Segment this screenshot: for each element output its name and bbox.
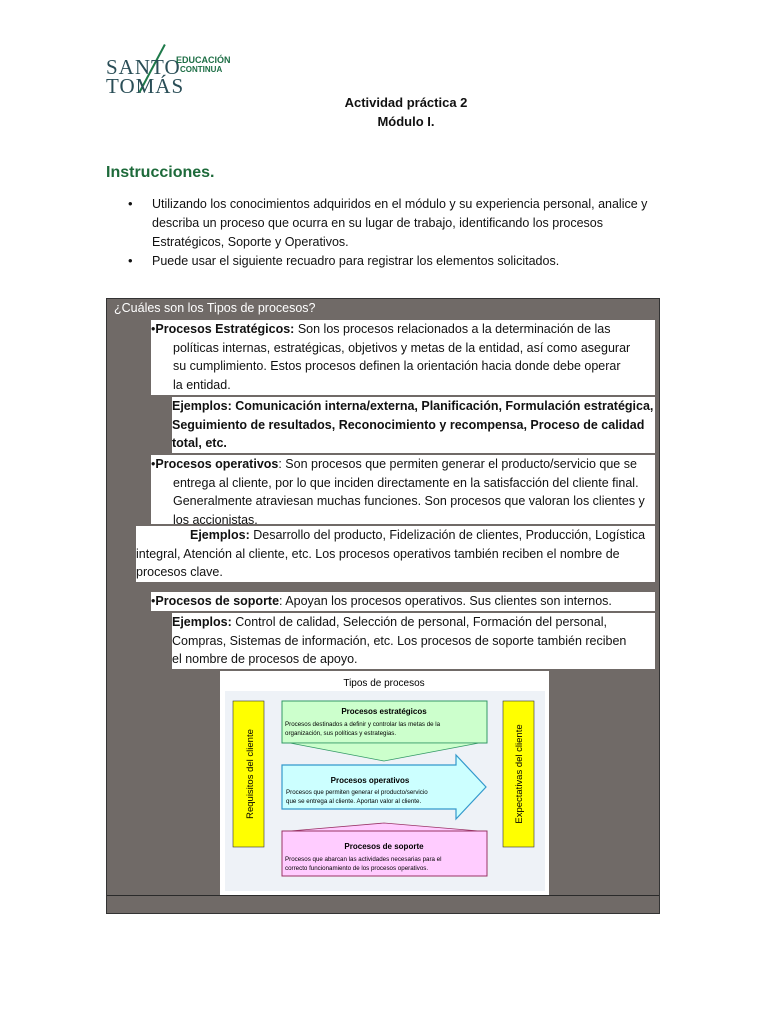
estrategicos-label: Procesos Estratégicos: (155, 322, 295, 336)
logo-continua: CONTINUA (180, 65, 223, 74)
operativos-example-line: Desarrollo del producto, Fidelización de clientes, Producción, Logística (249, 528, 646, 542)
expectativas-label: Expectativas del cliente (514, 724, 525, 824)
estrategicos-line: Son los procesos relacionados a la determinación de las (297, 322, 611, 336)
soporte-examples-label: Ejemplos: (172, 615, 232, 629)
estrategicos-example-line: Seguimiento de resultados, Reconocimiento y recompensa, Proceso de calidad (172, 417, 645, 432)
page-title: Actividad práctica 2 (344, 95, 468, 110)
diagram-title: Tipos de procesos (343, 678, 425, 689)
bullet-2-symbol: • (128, 253, 133, 268)
diagram-soporte-title: Procesos de soporte (344, 842, 424, 851)
diagram-soporte-text: Procesos que abarcan las actividades necesarias para el (285, 856, 442, 863)
diagram-estrategicos-text: Procesos destinados a definir y controlar las metas de la (285, 721, 441, 728)
operativos-line: entrega al cliente, por lo que inciden directamente en la satisfacción del cliente final. (173, 475, 639, 490)
diagram-soporte-text: correcto funcionamiento de los procesos operativos. (285, 865, 429, 872)
operativos-label: Procesos operativos (155, 457, 279, 471)
bullet-1-symbol: • (128, 196, 133, 211)
requisitos-label: Requisitos del cliente (245, 729, 256, 819)
diagram-estrategicos-text: organización, sus políticas y estrategias. (285, 730, 397, 737)
soporte-label: Procesos de soporte (155, 594, 280, 608)
operativos-line: Generalmente atraviesan muchas funciones. Son procesos que valoran los clientes y (173, 494, 645, 508)
soporte-example-line: Control de calidad, Selección de personal, Formación del personal, (231, 615, 607, 629)
estrategicos-line: políticas internas, estratégicas, objetivos y metas de la entidad, así como asegurar (173, 340, 631, 355)
diagram-estrategicos-title: Procesos estratégicos (341, 707, 427, 716)
bullet-2 (152, 252, 657, 271)
process-types-diagram (220, 671, 549, 895)
soporte-block: •Procesos de soporte: Apoyan los procesos operativos. Sus clientes son internos. (151, 592, 655, 611)
bullet-2-line: Puede usar el siguiente recuadro para registrar los elementos solicitados. (152, 254, 560, 268)
operativos-examples-label: Ejemplos: (190, 528, 250, 542)
diagram-operativos-text: Procesos que permiten generar el producto/servicio (286, 789, 428, 796)
estrategicos-examples (172, 397, 655, 453)
bullet-1-line: Utilizando los conocimientos adquiridos en el módulo y su experiencia personal, analice y (152, 197, 648, 211)
bullet-1 (152, 195, 657, 252)
operativos-examples (136, 526, 655, 582)
soporte-line: : Apoyan los procesos operativos. Sus clientes son internos. (279, 594, 612, 608)
estrategicos-line: la entidad. (173, 377, 231, 392)
operativos-example-line: procesos clave. (136, 565, 223, 579)
operativos-line: : Son procesos que permiten generar el producto/servicio que se (278, 457, 637, 471)
estrategicos-block: •Procesos Estratégicos: Son los procesos relacionados a la determinación de las políticas internas, estratégicas, objetivos y metas de la entidad, así como asegurar su cumplimiento. Estos procesos definen la orientación hacia donde debe operar la entidad. (151, 320, 655, 395)
estrategicos-example-line: total, etc. (172, 436, 227, 450)
diagram-operativos-text: que se entrega al cliente. Aportan valor al cliente. (286, 798, 422, 805)
soporte-example-line: el nombre de procesos de apoyo. (172, 652, 358, 666)
diagram-operativos-title: Procesos operativos (330, 776, 410, 785)
bullet-1-line: describa un proceso que ocurra en su lugar de trabajo, identificando los procesos (152, 216, 603, 230)
bullet-1-line: Estratégicos, Soporte y Operativos. (152, 235, 349, 249)
operativos-block: •Procesos operativos: Son procesos que permiten generar el producto/servicio que se entrega al cliente, por lo que inciden directamente en la satisfacción del cliente final. Generalmente atraviesan muchas funciones. Son procesos que valoran los clientes y los accionistas. (151, 455, 655, 524)
soporte-examples (172, 613, 655, 669)
operativos-line: los accionistas. (173, 512, 258, 527)
box-divider (107, 895, 659, 896)
operativos-arrow (282, 755, 486, 819)
logo-santo: SANTO (106, 55, 181, 79)
operativos-example-line: integral, Atención al cliente, etc. Los procesos operativos también reciben el nombre de (136, 546, 620, 561)
logo-educacion: EDUCACIÓN (176, 55, 231, 65)
soporte-example-line: Compras, Sistemas de información, etc. Los procesos de soporte también reciben (172, 633, 627, 648)
diagram-svg (220, 671, 549, 895)
estrategicos-line: su cumplimiento. Estos procesos definen la orientación hacia donde debe operar (173, 359, 621, 373)
estrategicos-example-line: Ejemplos: Comunicación interna/externa, Planificación, Formulación estratégica, (172, 399, 654, 413)
box-heading: ¿Cuáles son los Tipos de procesos? (114, 301, 316, 315)
logo-tomas: TOMÁS (106, 74, 185, 98)
instructions-heading: Instrucciones. (106, 164, 215, 181)
page-subtitle: Módulo I. (377, 114, 435, 129)
